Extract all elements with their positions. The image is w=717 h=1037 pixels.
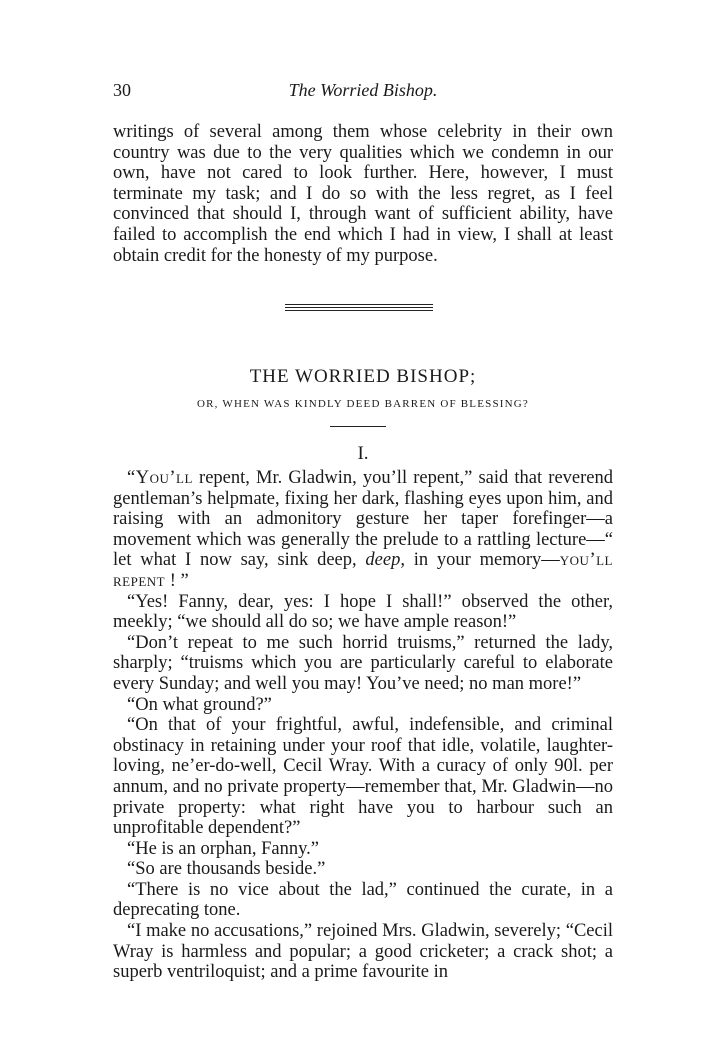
paragraph: “There is no vice about the lad,” continued the curate, in a deprecating tone.	[113, 879, 613, 921]
paragraph-text: in your memory—	[404, 550, 560, 571]
paragraph: “I make no accusations,” rejoined Mrs. Gladwin, severely; “Cecil Wray is harmless and popular; a good cricketer; a crack shot; a superb ventriloquist; and a prime favourite in	[113, 921, 613, 983]
paragraph: “Don’t repeat to me such horrid truisms,” returned the lady, sharply; “truisms which you are particularly careful to elaborate every Sunday; and well you may! You’ve need; no man more!”	[113, 632, 613, 694]
emphasis-text: deep,	[365, 550, 405, 571]
paragraph: “So are thousands beside.”	[127, 859, 326, 880]
chapter-text	[113, 468, 613, 983]
page-number: 30	[113, 80, 131, 100]
section-divider	[285, 304, 433, 313]
small-caps-text: “You’ll	[127, 468, 193, 488]
small-caps-text: you’ll repent	[113, 550, 613, 591]
chapter-number: I.	[357, 443, 369, 464]
paragraph-1	[113, 468, 613, 592]
title-rule	[330, 426, 386, 427]
story-subtitle: OR, WHEN WAS KINDLY DEED BARREN OF BLESSING?	[197, 398, 529, 410]
paragraph-text: ! ”	[165, 570, 189, 591]
running-title: The Worried Bishop.	[288, 80, 438, 100]
running-head	[113, 80, 613, 104]
paragraph: “He is an orphan, Fanny.”	[127, 838, 319, 859]
paragraph: “Yes! Fanny, dear, yes: I hope I shall!” observed the other, meekly; “we should all do so; we have ample reason!”	[113, 591, 613, 633]
divider-line	[285, 307, 433, 308]
paragraph: “On what ground?”	[127, 694, 272, 715]
paragraph-text: repent, Mr. Gladwin, you’ll repent,” said that reverend gentleman’s helpmate, fixing her dark, flashing eyes upon him, and raising with an admonitory gesture her taper forefinger—a movement which was generally the prelude to a rattling lecture—“ let what I now say, sink deep,	[113, 468, 613, 571]
story-title: THE WORRIED BISHOP;	[249, 366, 477, 387]
opening-paragraph: writings of several among them whose celebrity in their own country was due to the very qualities which we condemn in our own, have not cared to look further. Here, however, I must terminate my task; and I do so with the less regret, as I feel convinced that should I, through want of sufficient ability, have failed to accomplish the end which I had in view, I shall at least obtain credit for the honesty of my purpose.	[113, 122, 613, 266]
opening-text	[113, 122, 613, 266]
divider-line	[285, 310, 433, 311]
divider-line	[285, 304, 433, 305]
paragraph: “On that of your frightful, awful, indefensible, and criminal obstinacy in retaining under your roof that idle, volatile, laughter-loving, ne’er-do-well, Cecil Wray. With a curacy of only 90l. per annum, and no private property—remember that, Mr. Gladwin—no private property: what right have you to harbour such an unprofitable dependent?”	[113, 715, 613, 839]
